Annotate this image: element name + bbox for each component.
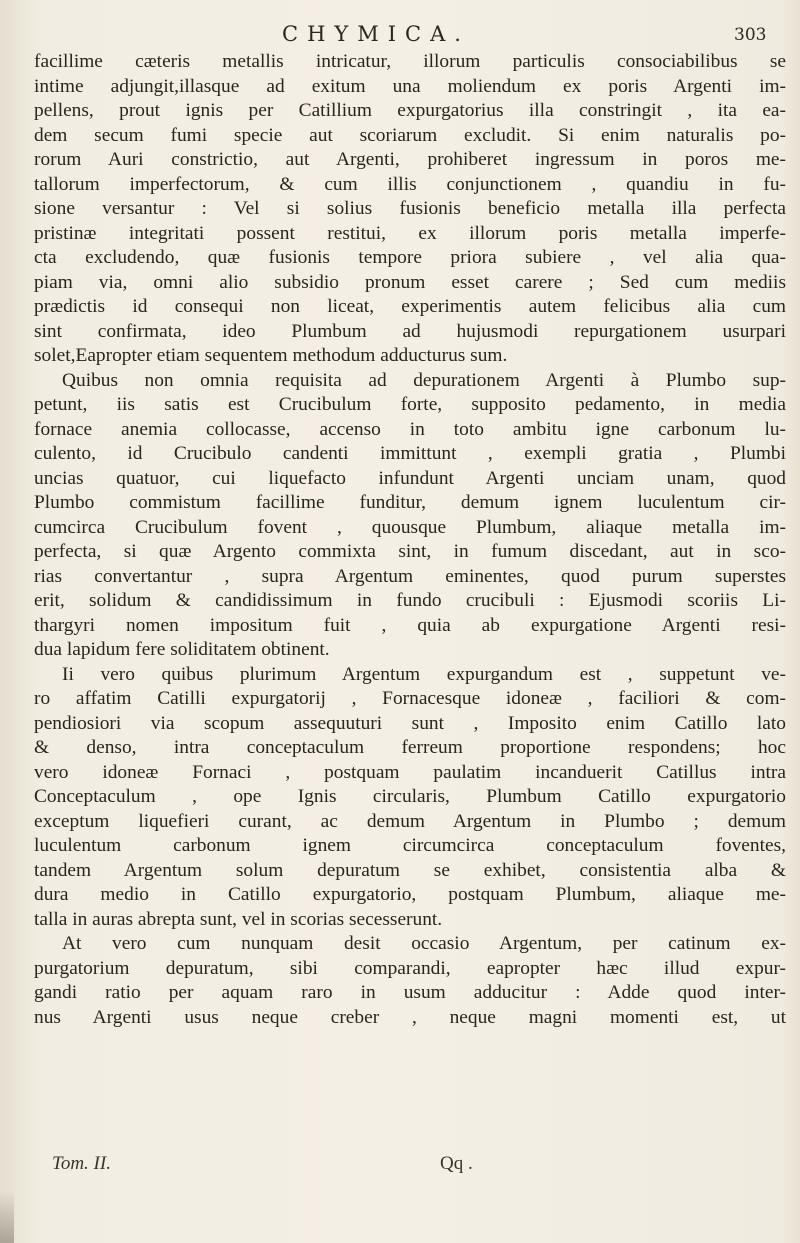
text-line: exceptum liquefieri curant, ac demum Argentum in Plumbo ; demum [34, 810, 786, 832]
text-line: nus Argenti usus neque creber , neque magni momenti est, ut [34, 1006, 786, 1028]
text-line: fornace anemia collocasse, accenso in toto ambitu igne carbonum lu- [34, 418, 786, 440]
volume-signature: Tom. II. [52, 1153, 111, 1174]
text-line: Quibus non omnia requisita ad depurationem Argenti à Plumbo sup- [62, 369, 786, 391]
text-line: cta excludendo, quæ fusionis tempore priora subiere , vel alia qua- [34, 247, 786, 268]
page-header [0, 22, 800, 50]
text-line: & denso, intra conceptaculum ferreum proportione respondens; hoc [34, 737, 786, 758]
text-line: pristinæ integritati possent restitui, ex illorum poris metalla imperfe- [34, 222, 786, 244]
text-line: dem secum fumi specie aut scoriarum excludit. Si enim naturalis po- [34, 124, 786, 146]
page-footer [34, 1153, 786, 1179]
text-line: Ii vero quibus plurimum Argentum expurgandum est , suppetunt ve- [62, 663, 786, 685]
running-head: CHYMICA. [282, 22, 470, 46]
text-line: rorum Auri constrictio, aut Argenti, prohiberet ingressum in poros me- [34, 149, 786, 170]
text-line: sione versantur : Vel si solius fusionis beneficio metalla illa perfecta [34, 198, 786, 219]
text-line: Plumbo commistum facillime funditur, demum ignem luculentum cir- [34, 492, 786, 513]
paragraph [34, 932, 786, 1030]
text-line: perfecta, si quæ Argento commixta sint, in fumum discedant, aut in sco- [34, 541, 786, 562]
text-line: solet,Eapropter etiam sequentem methodum adducturus sum. [34, 345, 508, 366]
text-line: rias convertantur , supra Argentum eminentes, quod purum superstes [34, 565, 786, 587]
binding-edge [0, 1190, 14, 1243]
text-line: Conceptaculum , ope Ignis circularis, Plumbum Catillo expurgatorio [34, 786, 786, 807]
text-line: uncias quatuor, cui liquefacto infundunt Argenti unciam unam, quod [34, 467, 786, 489]
text-line: prædictis id consequi non liceat, experimentis autem felicibus alia cum [34, 296, 786, 317]
text-line: intime adjungit,illasque ad exitum una moliendum ex poris Argenti im- [34, 75, 786, 97]
text-line: dua lapidum fere soliditatem obtinent. [34, 639, 330, 660]
text-line: erit, solidum & candidissimum in fundo crucibuli : Ejusmodi scoriis Li- [34, 590, 786, 611]
text-line: ro affatim Catilli expurgatorij , Fornacesque idoneæ , faciliori & com- [34, 688, 786, 709]
text-line: thargyri nomen impositum fuit , quia ab expurgatione Argenti resi- [34, 614, 786, 636]
text-line: piam via, omni alio subsidio pronum esset carere ; Sed cum mediis [34, 271, 786, 293]
text-line: pellens, prout ignis per Catillium expurgatorius illa constringit , ita ea- [34, 100, 786, 121]
body-text [34, 50, 786, 1030]
text-line: sint confirmata, ideo Plumbum ad hujusmodi repurgationem usurpari [34, 320, 786, 342]
text-line: vero idoneæ Fornaci , postquam paulatim incanduerit Catillus intra [34, 761, 786, 783]
text-line: petunt, iis satis est Crucibulum forte, supposito pedamento, in media [34, 394, 786, 415]
text-line: dura medio in Catillo expurgatorio, postquam Plumbum, aliaque me- [34, 884, 786, 905]
text-line: purgatorium depuratum, sibi comparandi, eapropter hæc illud expur- [34, 957, 786, 979]
text-line: pendiosiori via scopum assequuturi sunt , Imposito enim Catillo lato [34, 712, 786, 734]
paragraph [34, 50, 786, 369]
page-number: 303 [734, 25, 767, 45]
text-line: culento, id Crucibulo candenti immittunt , exempli gratia , Plumbi [34, 443, 786, 464]
text-line: talla in auras abrepta sunt, vel in scorias secesserunt. [34, 908, 443, 930]
text-line: tandem Argentum solum depuratum se exhibet, consistentia alba & [34, 859, 786, 881]
catchword: Qq . [440, 1153, 473, 1174]
paragraph [34, 369, 786, 663]
text-line: cumcirca Crucibulum fovent , quousque Plumbum, aliaque metalla im- [34, 516, 786, 538]
paragraph [34, 663, 786, 933]
text-line: facillime cæteris metallis intricatur, illorum particulis consociabilibus se [34, 51, 786, 72]
text-line: tallorum imperfectorum, & cum illis conjunctionem , quandiu in fu- [34, 173, 786, 195]
text-line: luculentum carbonum ignem circumcirca conceptaculum foventes, [34, 835, 786, 856]
text-line: gandi ratio per aquam raro in usum adducitur : Adde quod inter- [34, 982, 786, 1003]
text-line: At vero cum nunquam desit occasio Argentum, per catinum ex- [62, 933, 786, 954]
